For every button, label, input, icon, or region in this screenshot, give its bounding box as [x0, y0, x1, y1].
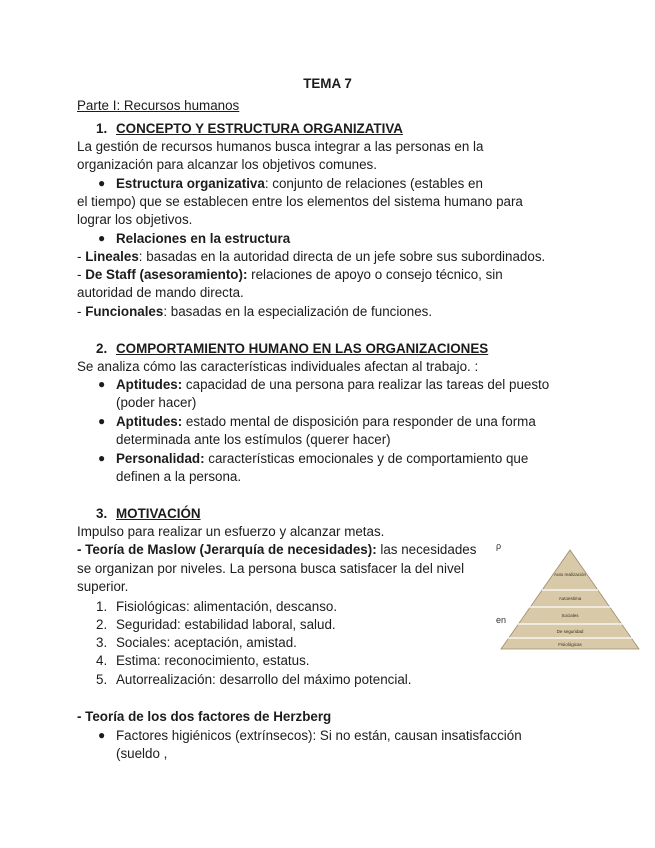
level-item: Fisiológicas: alimentación, descanso.	[116, 599, 338, 614]
s3-intro: Impulso para realizar un esfuerzo y alcanzar metas.	[77, 524, 385, 539]
term: Aptitudes:	[116, 377, 183, 392]
section-2-heading: COMPORTAMIENTO HUMANO EN LAS ORGANIZACIONES	[116, 341, 489, 356]
part-heading: Parte I: Recursos humanos	[77, 98, 240, 113]
aptitudes-2-cont: determinada ante los estímulos (querer hacer)	[116, 432, 391, 447]
definition: las necesidades	[376, 542, 477, 557]
estructura-organizativa-line	[116, 175, 483, 193]
maslow-line	[77, 541, 476, 559]
relaciones-heading: Relaciones en la estructura	[116, 231, 291, 246]
s1-intro-line2: organización para alcanzar los objetivos comunes.	[77, 157, 377, 172]
level-item: Seguridad: estabilidad laboral, salud.	[116, 617, 336, 632]
section-1-heading: CONCEPTO Y ESTRUCTURA ORGANIZATIVA	[116, 121, 403, 136]
maslow-pyramid	[500, 548, 640, 650]
definition: capacidad de una persona para realizar las tareas del puesto	[182, 377, 550, 392]
page-title: TEMA 7	[303, 76, 352, 91]
staff-cont: autoridad de mando directa.	[77, 285, 244, 300]
maslow-cont1: se organizan por niveles. La persona busca satisfacer la del nivel	[77, 561, 465, 576]
term: - Teoría de Maslow (Jerarquía de necesidades):	[77, 542, 377, 557]
level-item: Autorrealización: desarrollo del máximo potencial.	[116, 672, 412, 687]
level-item: Estima: reconocimiento, estatus.	[116, 653, 310, 668]
pyramid-label: Sociales	[561, 613, 579, 618]
definition: estado mental de disposición para responder de una forma	[182, 414, 536, 429]
dash: -	[77, 249, 86, 264]
bullet-dot: ●	[98, 176, 106, 190]
aptitudes-1-cont: (poder hacer)	[116, 395, 197, 410]
section-1-number: 1.	[96, 121, 108, 136]
dash: -	[77, 304, 86, 319]
definition: : basadas en la especialización de funciones.	[163, 304, 433, 319]
pyramid-label: Auto realización	[553, 572, 587, 577]
definition: : conjunto de relaciones (estables en	[264, 176, 483, 191]
herzberg-item-1-cont: (sueldo ,	[116, 746, 168, 761]
definition: características emocionales y de comportamiento que	[204, 451, 529, 466]
section-2-number: 2.	[96, 341, 108, 356]
term: Aptitudes:	[116, 414, 183, 429]
level-number: 2.	[96, 617, 108, 632]
level-number: 4.	[96, 653, 108, 668]
pyramid-label: De seguridad	[556, 629, 584, 634]
term: De Staff (asesoramiento):	[85, 267, 248, 282]
s1-intro-line1: La gestión de recursos humanos busca integrar a las personas en la	[77, 139, 484, 154]
level-number: 3.	[96, 635, 108, 650]
term: Funcionales	[85, 304, 164, 319]
bullet-dot: ●	[98, 414, 106, 428]
definition: : basadas en la autoridad directa de un jefe sobre sus subordinados.	[138, 249, 546, 264]
bullet-dot: ●	[98, 728, 106, 742]
level-number: 5.	[96, 672, 108, 687]
term: Personalidad:	[116, 451, 205, 466]
side-mark: en	[496, 615, 507, 625]
definition: relaciones de apoyo o consejo técnico, sin	[247, 267, 503, 282]
side-mark: ρ	[496, 541, 502, 551]
pyramid-label: Autoestima	[558, 596, 582, 601]
level-item: Sociales: aceptación, amistad.	[116, 635, 297, 650]
funcionales-line	[77, 303, 432, 321]
aptitudes-2-line	[116, 413, 536, 431]
level-number: 1.	[96, 599, 108, 614]
bullet-dot: ●	[98, 377, 106, 391]
personalidad-cont: definen a la persona.	[116, 469, 242, 484]
bullet-dot: ●	[98, 451, 106, 465]
term: Estructura organizativa	[116, 176, 265, 191]
section-3-number: 3.	[96, 506, 108, 521]
staff-line	[77, 266, 503, 284]
s2-intro: Se analiza cómo las características individuales afectan al trabajo. :	[77, 359, 479, 374]
pyramid-label: Fisiológicas	[558, 642, 582, 647]
maslow-cont2: superior.	[77, 579, 129, 594]
term: Lineales	[85, 249, 139, 264]
bullet-dot: ●	[98, 231, 106, 245]
eo-cont2: lograr los objetivos.	[77, 212, 193, 227]
herzberg-heading: - Teoría de los dos factores de Herzberg	[77, 709, 332, 724]
aptitudes-1-line	[116, 376, 549, 394]
personalidad-line	[116, 450, 528, 468]
lineales-line	[77, 248, 545, 266]
herzberg-item-1: Factores higiénicos (extrínsecos): Si no están, causan insatisfacción	[116, 728, 522, 743]
dash: -	[77, 267, 86, 282]
section-3-heading: MOTIVACIÓN	[116, 506, 201, 521]
eo-cont1: el tiempo) que se establecen entre los elementos del sistema humano para	[77, 194, 523, 209]
